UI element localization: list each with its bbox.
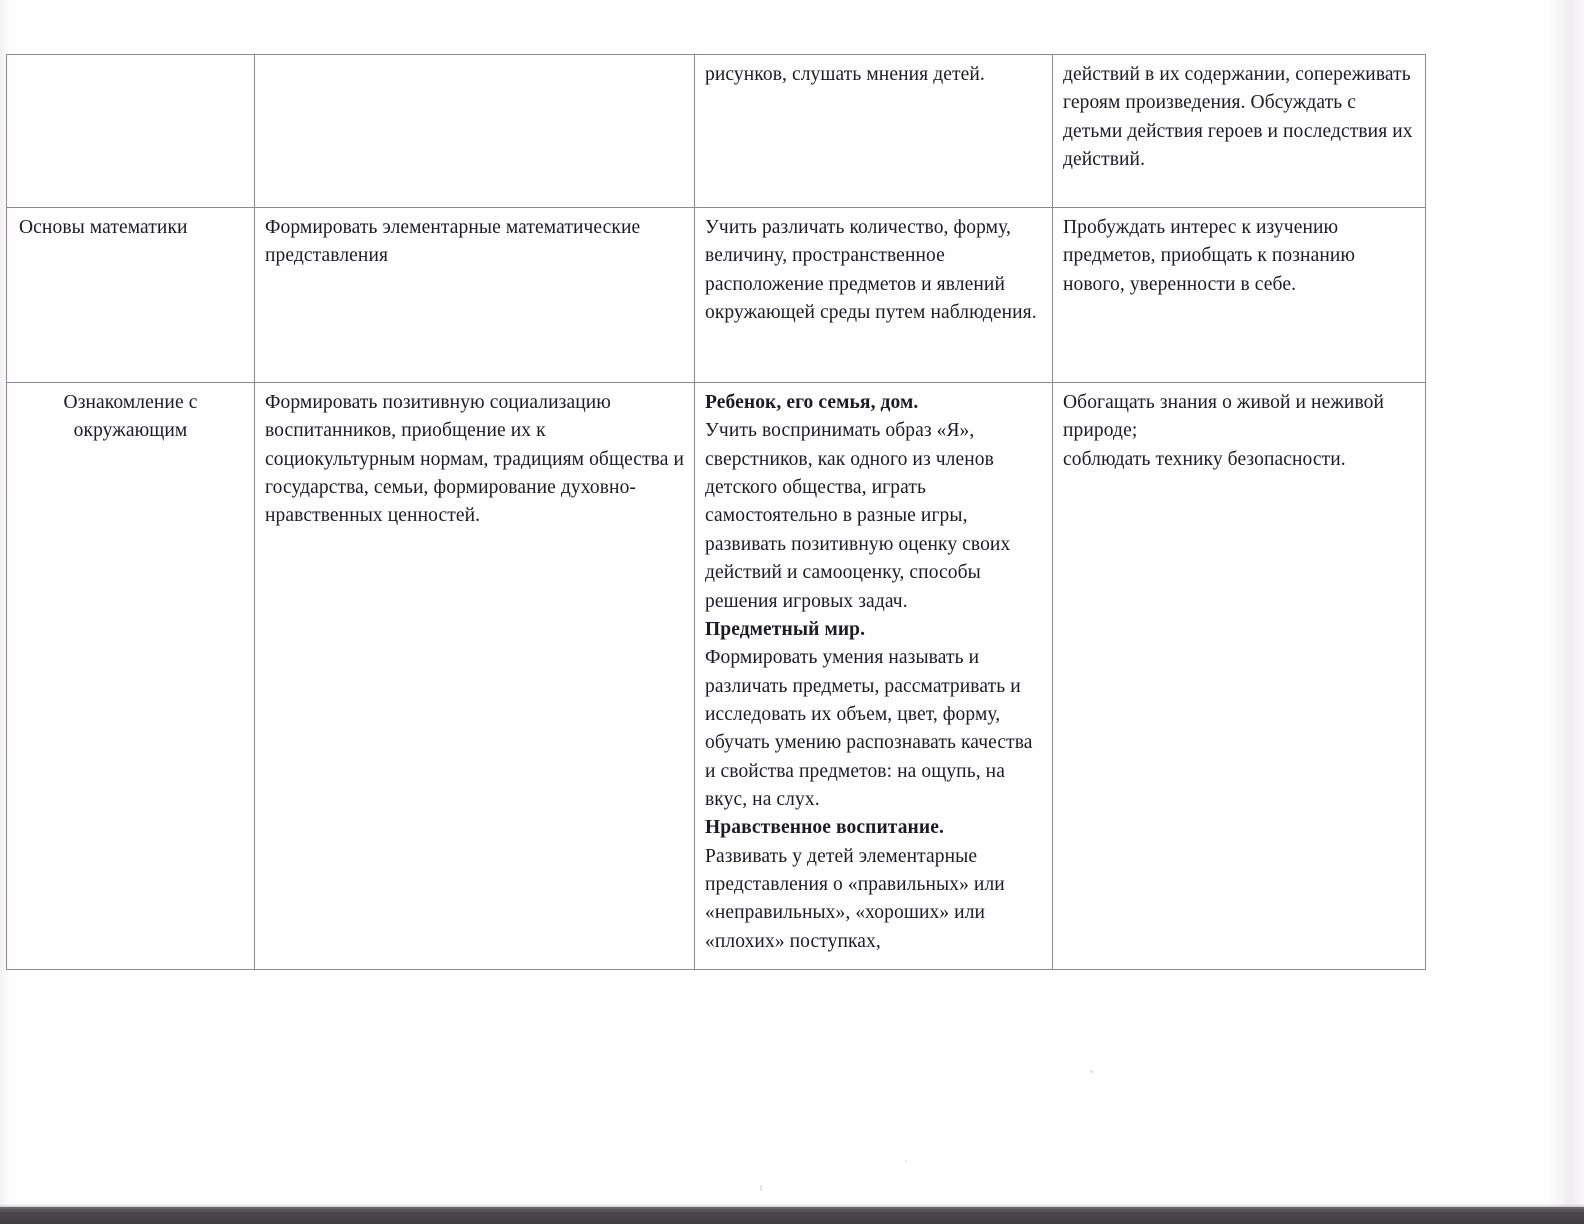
scan-speckle <box>1090 1070 1093 1073</box>
scanner-bed-strip <box>0 1207 1584 1224</box>
task-subheading: Предметный мир. <box>705 618 866 640</box>
result-paragraph: Обогащать знания о живой и неживой природе; <box>1063 392 1385 442</box>
topic-text: Ознакомление с окружающим <box>63 392 198 442</box>
result-paragraph: действий в их содержании, сопереживать героям произведения. Обсуждать с детьми действия героев и последствия их действий. <box>1063 64 1413 171</box>
cell-results <box>1053 55 1426 208</box>
scan-speckle <box>905 1160 907 1162</box>
table-row <box>7 208 1426 383</box>
task-subheading: Нравственное воспитание. <box>705 817 944 839</box>
task-subheading: Ребенок, его семья, дом. <box>705 392 919 413</box>
topic-text: Основы математики <box>19 217 188 238</box>
cell-goal <box>255 383 695 970</box>
goal-text: Формировать элементарные математические представления <box>265 217 641 267</box>
table-row <box>7 383 1426 970</box>
task-paragraph: рисунков, слушать мнения детей. <box>705 64 985 85</box>
scan-speckle <box>760 1185 762 1191</box>
cell-topic <box>7 383 255 970</box>
task-paragraph: Развивать у детей элементарные представления о «правильных» или «неправильных», «хороших» или «плохих» поступках, <box>705 845 1005 952</box>
cell-topic <box>7 208 255 383</box>
task-paragraph: Формировать умения называть и различать предметы, рассматривать и исследовать их объем, цвет, форму, обучать умению распознавать качества и свойства предметов: на ощупь, на вкус, на слух. <box>705 647 1033 811</box>
cell-tasks <box>695 55 1053 208</box>
cell-goal <box>255 55 695 208</box>
result-paragraph: Пробуждать интерес к изучению предметов, приобщать к познанию нового, уверенности в себе. <box>1063 217 1356 295</box>
page-right-edge-shadow <box>1548 0 1584 1208</box>
cell-tasks <box>695 208 1053 383</box>
cell-goal <box>255 208 695 383</box>
cell-results <box>1053 208 1426 383</box>
program-content-table <box>6 54 1426 970</box>
result-paragraph: соблюдать технику безопасности. <box>1063 448 1346 470</box>
task-paragraph: Учить различать количество, форму, величину, пространственное расположение предметов и явлений окружающей среды путем наблюдения. <box>705 217 1037 324</box>
goal-text: Формировать позитивную социализацию воспитанников, приобщение их к социокультурным нормам, традициям общества и государства, семьи, формирование духовно-нравственных ценностей. <box>265 392 685 527</box>
cell-topic <box>7 55 255 208</box>
task-paragraph: Учить воспринимать образ «Я», сверстников, как одного из членов детского общества, играть самостоятельно в разные игры, развивать позитивную оценку своих действий и самооценку, способы решения игровых задач. <box>705 420 1011 612</box>
cell-tasks <box>695 383 1053 970</box>
table-row <box>7 55 1426 208</box>
cell-results <box>1053 383 1426 970</box>
